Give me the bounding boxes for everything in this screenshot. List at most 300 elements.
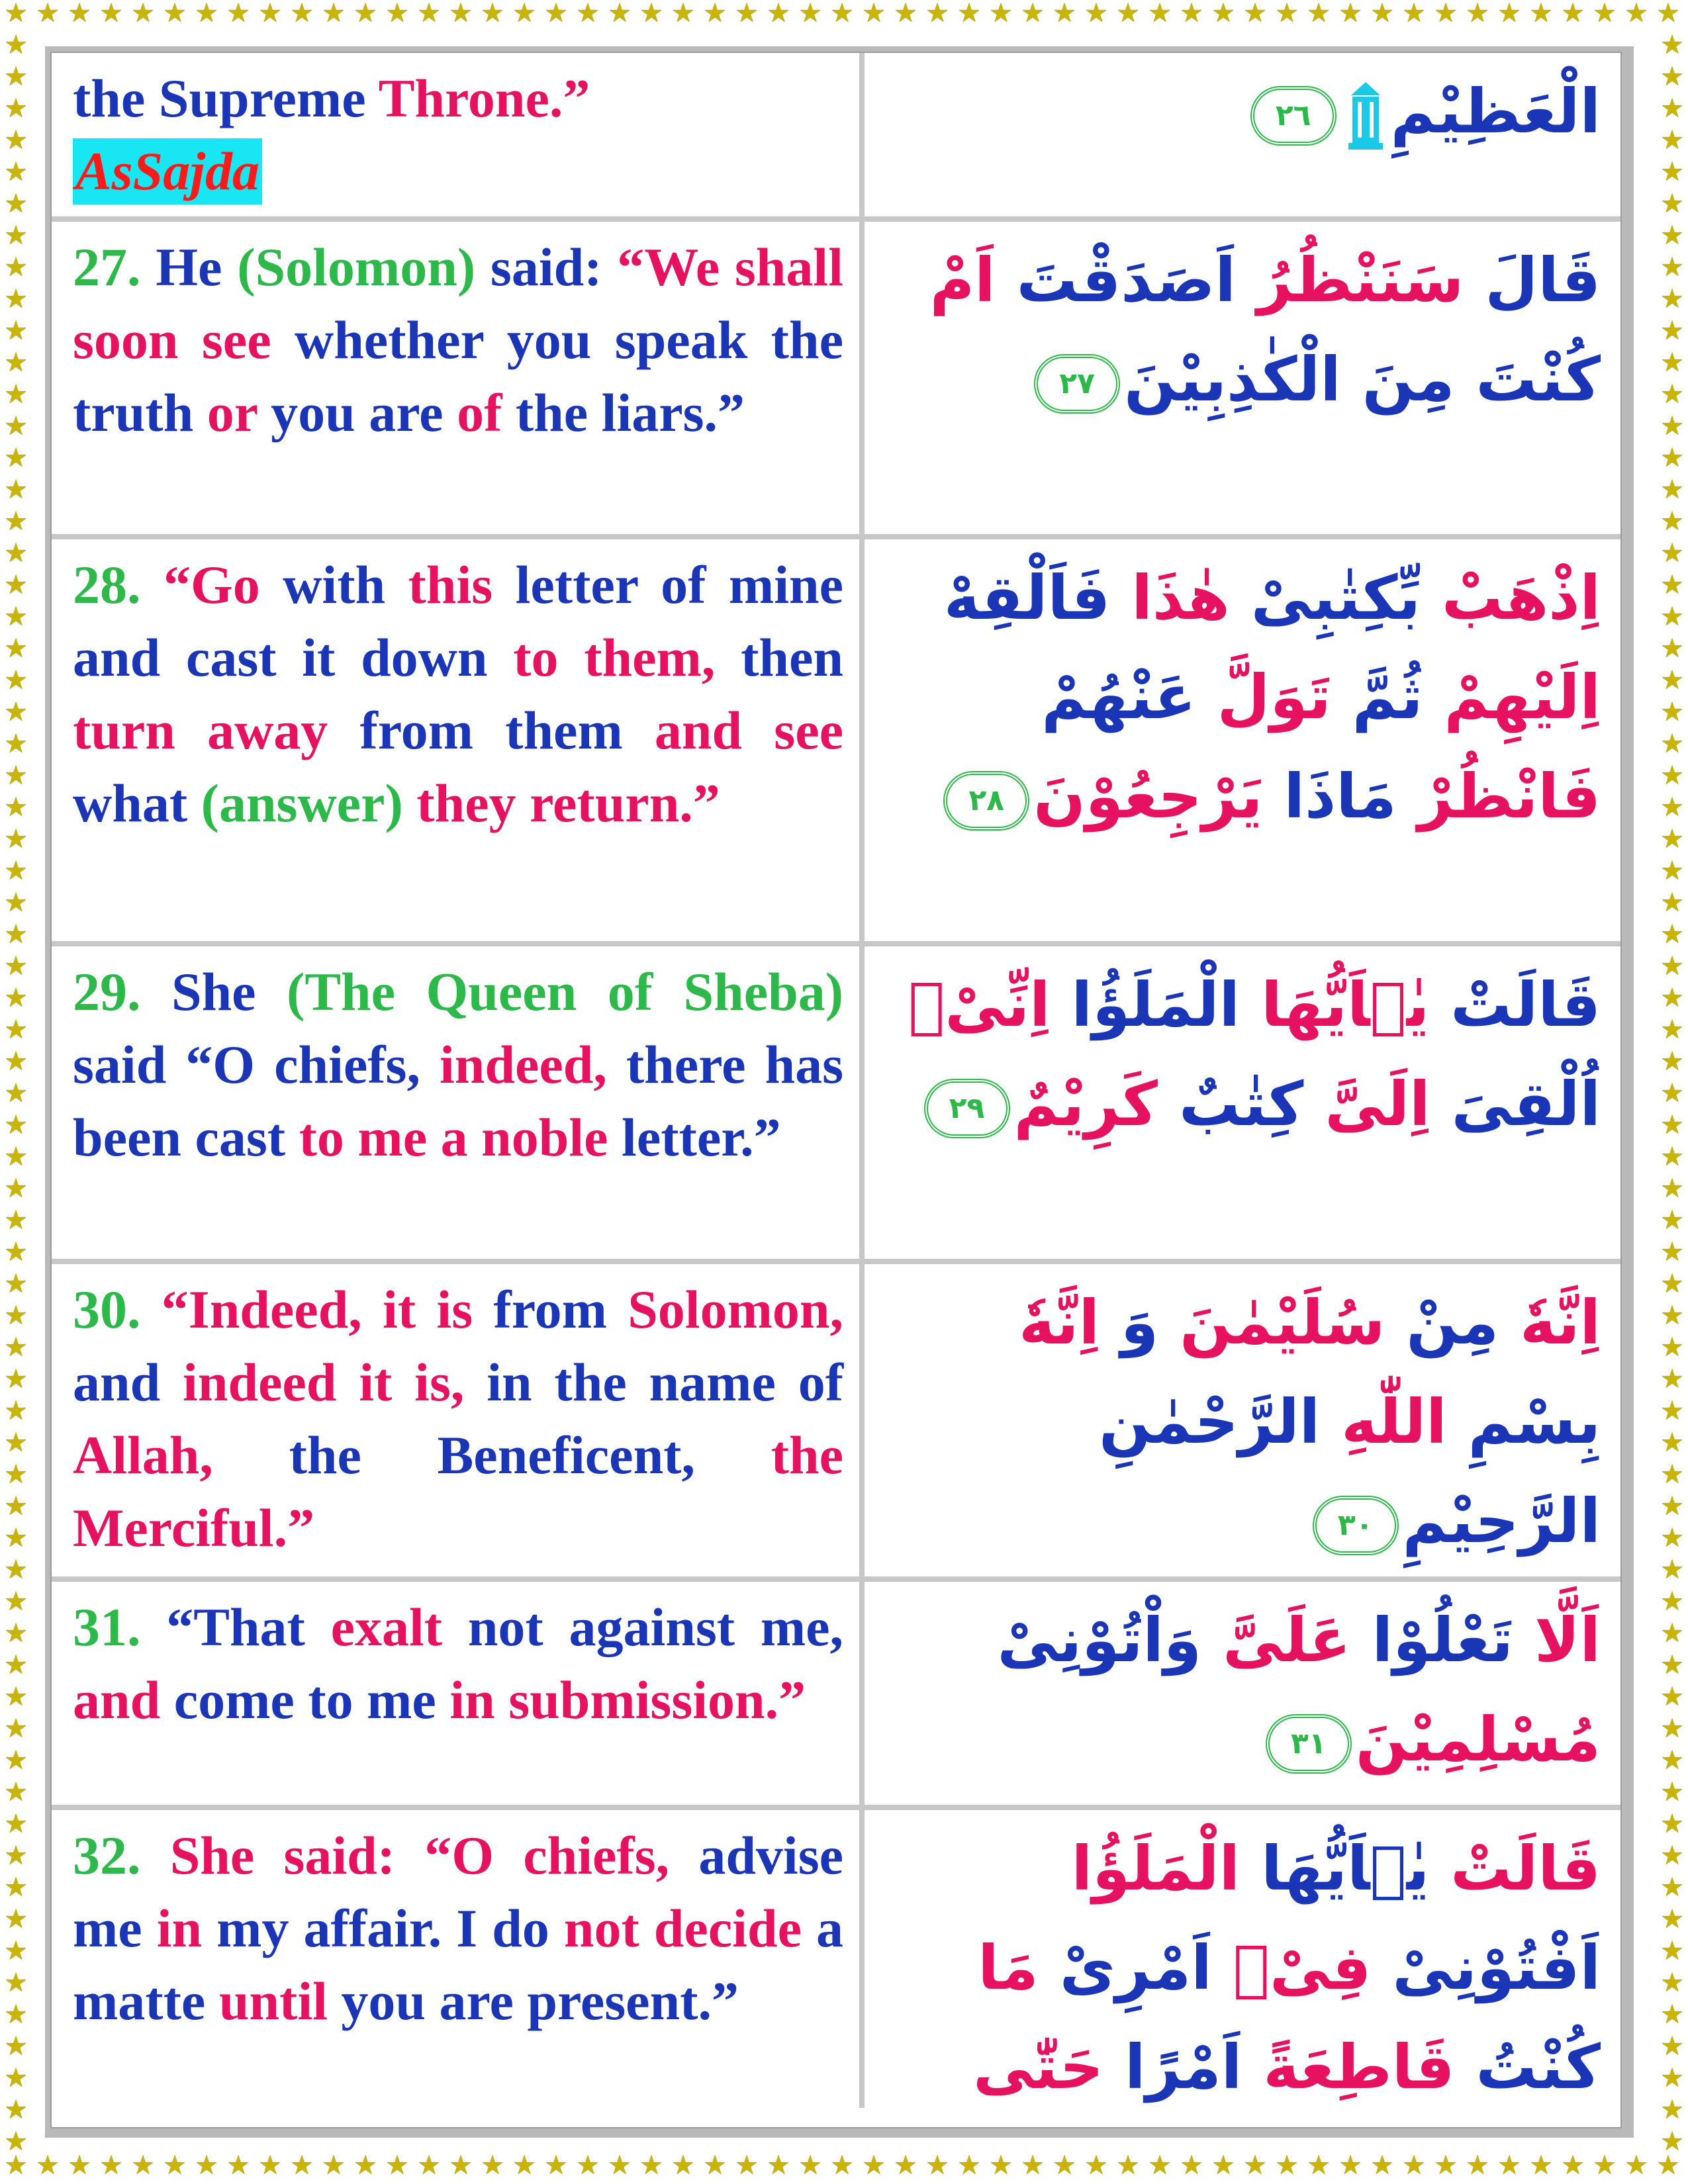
star-icon: ★ [798, 2152, 822, 2180]
verse-row [52, 1264, 1620, 1582]
star-icon: ★ [1660, 316, 1684, 345]
star-icon: ★ [353, 0, 377, 28]
star-icon: ★ [4, 1682, 28, 1711]
star-icon: ★ [4, 1555, 28, 1584]
star-icon: ★ [1660, 1142, 1684, 1171]
translation-text: indeed it is, [183, 1352, 487, 1412]
star-icon: ★ [4, 32, 28, 60]
translation-cell [52, 946, 865, 1259]
star-icon: ★ [1624, 2152, 1648, 2180]
star-icon: ★ [4, 506, 28, 536]
star-icon: ★ [1660, 729, 1684, 758]
star-icon: ★ [99, 2152, 123, 2180]
star-icon: ★ [1561, 0, 1585, 28]
star-icon: ★ [1660, 443, 1684, 473]
translation-text: 29. [73, 962, 171, 1022]
arabic-cell [865, 53, 1620, 216]
star-icon: ★ [1084, 2152, 1108, 2180]
star-icon: ★ [4, 1173, 28, 1203]
star-icon: ★ [290, 2152, 314, 2180]
star-icon: ★ [4, 189, 28, 218]
star-icon: ★ [1660, 284, 1684, 314]
arabic-text: مُسْلِمِيْنَ [1355, 1704, 1601, 1775]
arabic-text: يٰۤاَيُّهَا [1240, 1833, 1430, 1904]
star-border-left [0, 32, 32, 2152]
star-icon: ★ [449, 0, 473, 28]
arabic-text: الْعَظِيْمِ [1390, 76, 1601, 147]
star-icon: ★ [1660, 760, 1684, 790]
star-icon: ★ [131, 0, 155, 28]
translation-text: the liars.” [515, 383, 745, 443]
star-icon: ★ [322, 2152, 346, 2180]
star-icon: ★ [4, 760, 28, 790]
ayah-number-badge: ٢٧ [1034, 354, 1120, 414]
star-icon: ★ [1660, 1586, 1684, 1616]
arabic-text: اِذْهَبْ [1421, 563, 1601, 633]
star-icon: ★ [544, 2152, 568, 2180]
star-icon: ★ [1660, 379, 1684, 409]
star-icon: ★ [1660, 1682, 1684, 1711]
star-icon: ★ [1660, 1046, 1684, 1076]
star-icon: ★ [1307, 2152, 1331, 2180]
translation-text: 32. [73, 1825, 170, 1886]
star-icon: ★ [1402, 2152, 1426, 2180]
star-icon: ★ [4, 220, 28, 250]
star-icon: ★ [4, 93, 28, 123]
verse-table [50, 52, 1622, 2128]
translation-text: in submission.” [449, 1670, 806, 1730]
translation-text: of [457, 383, 516, 443]
star-icon: ★ [4, 1523, 28, 1553]
translation-text: this [408, 555, 516, 615]
star-icon: ★ [4, 1142, 28, 1171]
star-icon: ★ [4, 570, 28, 600]
ayah-number-badge: ٢٩ [924, 1079, 1010, 1138]
star-icon: ★ [385, 0, 409, 28]
star-icon: ★ [258, 2152, 282, 2180]
ayah-number-badge: ٢٦ [1250, 86, 1336, 146]
star-icon: ★ [1660, 633, 1684, 663]
translation-cell [52, 1264, 865, 1576]
star-icon: ★ [1529, 0, 1553, 28]
translation-text: until [218, 1971, 342, 2031]
verse-row [52, 1810, 1620, 2108]
star-icon: ★ [703, 2152, 727, 2180]
arabic-text: حَتّٰى [973, 2032, 1104, 2103]
star-icon: ★ [226, 2152, 250, 2180]
star-icon: ★ [1660, 411, 1684, 441]
star-icon: ★ [1466, 0, 1489, 28]
star-icon: ★ [4, 1015, 28, 1044]
verse-row [52, 539, 1620, 946]
star-icon: ★ [1660, 252, 1684, 282]
star-icon: ★ [4, 602, 28, 631]
translation-text: Throne.” [378, 68, 590, 128]
arabic-text: وَاْتُوْنِىْ [997, 1605, 1202, 1676]
star-icon: ★ [4, 1046, 28, 1076]
arabic-text: قَالَتْ [1429, 1833, 1601, 1904]
star-icon: ★ [1660, 570, 1684, 600]
star-icon: ★ [1116, 2152, 1140, 2180]
star-icon: ★ [4, 2095, 28, 2124]
star-icon: ★ [4, 633, 28, 663]
star-icon: ★ [4, 919, 28, 949]
translation-text: the Supreme [73, 68, 379, 128]
translation-text: the Beneficent, [289, 1425, 771, 1485]
star-icon: ★ [1660, 602, 1684, 631]
star-icon: ★ [4, 1872, 28, 1902]
star-icon: ★ [4, 2152, 28, 2180]
star-icon: ★ [1660, 2031, 1684, 2061]
star-icon: ★ [4, 411, 28, 441]
translation-text: (The Queen of Sheba) [287, 962, 844, 1022]
star-icon: ★ [1660, 32, 1684, 60]
star-icon: ★ [1211, 2152, 1235, 2180]
ayah-number-badge: ٢٨ [943, 771, 1029, 831]
star-icon: ★ [1660, 1872, 1684, 1902]
arabic-text: ثُمَّ [1331, 662, 1423, 733]
star-icon: ★ [1593, 2152, 1617, 2180]
star-icon: ★ [1656, 0, 1680, 28]
translation-text: from them [359, 700, 655, 760]
star-icon: ★ [4, 252, 28, 282]
star-icon: ★ [1116, 0, 1140, 28]
star-icon: ★ [4, 0, 28, 28]
star-icon: ★ [1660, 1173, 1684, 1203]
star-icon: ★ [1660, 93, 1684, 123]
star-icon: ★ [1660, 1555, 1684, 1584]
star-icon: ★ [1660, 665, 1684, 695]
star-icon: ★ [1660, 1015, 1684, 1044]
star-icon: ★ [1180, 0, 1203, 28]
star-icon: ★ [1660, 2126, 1684, 2152]
translation-text: said: [490, 237, 618, 297]
star-icon: ★ [1660, 951, 1684, 981]
star-icon: ★ [1660, 2095, 1684, 2124]
star-icon: ★ [4, 1205, 28, 1235]
star-icon: ★ [1660, 1205, 1684, 1235]
translation-text: not decide [563, 1898, 817, 1958]
star-icon: ★ [481, 2152, 504, 2180]
star-icon: ★ [4, 1364, 28, 1394]
star-icon: ★ [1434, 0, 1458, 28]
star-icon: ★ [4, 347, 28, 377]
translation-text: they return.” [416, 773, 720, 833]
star-icon: ★ [1660, 1428, 1684, 1457]
arabic-text: اَمْرًا [1103, 2032, 1243, 2103]
arabic-text: قَاطِعَةً [1242, 2032, 1455, 2103]
translation-text: the Merciful.” [73, 1425, 843, 1558]
star-icon: ★ [1211, 0, 1235, 28]
translation-text: you are [271, 383, 457, 443]
star-icon: ★ [1053, 0, 1076, 28]
translation-text: letter of mine and cast it down [73, 555, 843, 688]
star-icon: ★ [1561, 2152, 1585, 2180]
arabic-text: مِنْ [1385, 1287, 1499, 1358]
star-icon: ★ [353, 2152, 377, 2180]
star-icon: ★ [1660, 1650, 1684, 1680]
star-icon: ★ [703, 0, 727, 28]
star-icon: ★ [1660, 824, 1684, 854]
arabic-cell [865, 1582, 1620, 1805]
translation-cell [52, 1810, 865, 2108]
star-icon: ★ [1660, 1999, 1684, 2029]
translation-text: Solomon, [628, 1279, 843, 1340]
star-icon: ★ [258, 0, 282, 28]
sajda-label: AsSajda [73, 138, 262, 205]
arabic-text: يٰۤاَيُّهَا [1240, 970, 1430, 1040]
translation-text: come to me [173, 1670, 450, 1730]
arabic-text: اللّٰهِ [1320, 1387, 1447, 1457]
star-icon: ★ [4, 379, 28, 409]
star-icon: ★ [1053, 2152, 1076, 2180]
star-icon: ★ [1275, 2152, 1299, 2180]
star-icon: ★ [4, 1745, 28, 1775]
page-frame [45, 46, 1634, 2138]
ayah-number-badge: ٣١ [1266, 1714, 1352, 1774]
star-icon: ★ [1660, 1332, 1684, 1362]
star-icon: ★ [639, 0, 663, 28]
star-icon: ★ [1434, 2152, 1458, 2180]
translation-text: to them, [513, 627, 741, 688]
star-icon: ★ [4, 1809, 28, 1839]
arabic-text: بِّكِتٰبِىْ [1229, 563, 1421, 633]
arabic-text: تَوَلَّ [1196, 662, 1331, 733]
star-border-right [1656, 32, 1688, 2152]
star-icon: ★ [1660, 1396, 1684, 1426]
star-icon: ★ [131, 2152, 155, 2180]
translation-text: with [283, 555, 408, 615]
star-icon: ★ [1660, 1523, 1684, 1553]
star-icon: ★ [1660, 1269, 1684, 1298]
star-icon: ★ [830, 0, 854, 28]
arabic-cell [865, 946, 1620, 1259]
translation-text: said “O chiefs, [73, 1034, 440, 1095]
translation-text: advise me [73, 1825, 844, 1958]
arabic-text: قَالَ [1464, 245, 1601, 316]
arabic-text: فِىْۤ [1211, 1933, 1372, 2003]
star-icon: ★ [1529, 2152, 1553, 2180]
arabic-text: كُنْتُ [1454, 2032, 1601, 2103]
star-icon: ★ [1660, 1904, 1684, 1934]
star-icon: ★ [1021, 2152, 1045, 2180]
star-icon: ★ [1660, 1459, 1684, 1489]
translation-text: 28. [73, 555, 164, 615]
verse-row [52, 946, 1620, 1264]
star-icon: ★ [4, 1237, 28, 1267]
arabic-text: قَالَتْ [1429, 970, 1601, 1040]
star-icon: ★ [4, 1300, 28, 1330]
translation-text: 27. [73, 237, 156, 297]
star-icon: ★ [4, 983, 28, 1013]
star-icon: ★ [957, 0, 981, 28]
star-icon: ★ [1624, 0, 1648, 28]
arabic-text: عَلَىَّ [1201, 1605, 1351, 1676]
star-icon: ★ [1660, 1841, 1684, 1870]
star-icon: ★ [1660, 1777, 1684, 1807]
star-icon: ★ [163, 2152, 187, 2180]
star-icon: ★ [417, 2152, 441, 2180]
star-icon: ★ [1370, 0, 1394, 28]
star-icon: ★ [4, 1999, 28, 2029]
star-icon: ★ [894, 0, 917, 28]
translation-text: in [156, 1898, 217, 1958]
star-icon: ★ [1243, 0, 1267, 28]
arabic-text: اِلَيْهِمْ [1423, 662, 1601, 733]
translation-text: you are present.” [341, 1971, 739, 2031]
star-icon: ★ [4, 2063, 28, 2093]
arabic-text: بِسْمِ [1446, 1387, 1601, 1457]
verse-row [52, 222, 1620, 539]
star-icon: ★ [1660, 1364, 1684, 1394]
star-icon: ★ [4, 824, 28, 854]
translation-text: 31. [73, 1597, 167, 1657]
translation-text: what [73, 773, 201, 833]
translation-text: (answer) [201, 773, 417, 833]
star-icon: ★ [4, 1110, 28, 1140]
arabic-cell [865, 222, 1620, 534]
translation-text: from [493, 1279, 628, 1340]
star-icon: ★ [36, 0, 60, 28]
star-icon: ★ [1660, 347, 1684, 377]
star-icon: ★ [1660, 506, 1684, 536]
star-icon: ★ [1275, 0, 1299, 28]
star-icon: ★ [4, 1650, 28, 1680]
arabic-text: اِنِّىْۤ [908, 970, 1051, 1040]
arabic-text: يَرْجِعُوْنَ [1033, 761, 1263, 832]
arabic-text: الْمَلَؤُا [1071, 1833, 1241, 1904]
translation-text: letter.” [622, 1107, 781, 1167]
star-icon: ★ [862, 0, 886, 28]
star-icon: ★ [1660, 1110, 1684, 1140]
star-icon: ★ [1660, 1968, 1684, 1997]
star-icon: ★ [4, 538, 28, 568]
star-icon: ★ [1497, 0, 1521, 28]
translation-cell [52, 539, 865, 941]
star-icon: ★ [1660, 1745, 1684, 1775]
star-icon: ★ [322, 0, 346, 28]
arabic-cell [865, 1810, 1620, 2108]
translation-text: “That [166, 1597, 331, 1657]
star-icon: ★ [99, 0, 123, 28]
star-icon: ★ [449, 2152, 473, 2180]
star-icon: ★ [894, 2152, 917, 2180]
star-icon: ★ [767, 2152, 790, 2180]
star-icon: ★ [4, 1904, 28, 1934]
translation-text: or [207, 383, 271, 443]
star-icon: ★ [1660, 1809, 1684, 1839]
star-icon: ★ [1660, 1491, 1684, 1521]
translation-text: He [156, 237, 238, 297]
star-icon: ★ [1402, 0, 1426, 28]
star-icon: ★ [4, 697, 28, 727]
arabic-cell [865, 1264, 1620, 1576]
arabic-text: وَ [1100, 1287, 1159, 1358]
arabic-text: اَلَّا [1513, 1605, 1601, 1676]
star-icon: ★ [1660, 697, 1684, 727]
translation-text: and see [654, 700, 843, 760]
translation-text: She [171, 962, 287, 1022]
arabic-text: فَانْظُرْ [1396, 761, 1601, 832]
star-icon: ★ [4, 443, 28, 473]
translation-text: She said: “O chiefs, [169, 1825, 699, 1886]
star-icon: ★ [4, 1936, 28, 1966]
star-icon: ★ [1660, 1237, 1684, 1267]
star-icon: ★ [1660, 1936, 1684, 1966]
translation-text: “Indeed, it is [161, 1279, 494, 1340]
translation-text: a matte [73, 1898, 844, 2031]
star-icon: ★ [1021, 0, 1045, 28]
star-icon: ★ [163, 0, 187, 28]
star-icon: ★ [195, 2152, 218, 2180]
arabic-text: اِنَّهٗ [1499, 1287, 1601, 1358]
star-icon: ★ [1307, 0, 1331, 28]
translation-text: then [741, 627, 843, 688]
star-icon: ★ [4, 665, 28, 695]
star-icon: ★ [671, 2152, 695, 2180]
star-icon: ★ [4, 475, 28, 504]
star-icon: ★ [4, 1078, 28, 1108]
star-icon: ★ [1660, 475, 1684, 504]
verse-row [52, 1582, 1620, 1810]
star-icon: ★ [1660, 2063, 1684, 2093]
arabic-text: اَمْ [929, 245, 996, 316]
star-icon: ★ [1660, 125, 1684, 155]
arabic-text: فَاَلْقِهْ [943, 563, 1111, 633]
star-icon: ★ [4, 284, 28, 314]
translation-text: indeed, [439, 1034, 626, 1095]
star-icon: ★ [512, 2152, 536, 2180]
arabic-text: عَنْهُمْ [1041, 662, 1196, 733]
arabic-text: اُلْقِىَ [1430, 1069, 1601, 1140]
star-icon: ★ [639, 2152, 663, 2180]
arabic-text: تَعْلُوْا [1350, 1605, 1513, 1676]
star-icon: ★ [4, 1777, 28, 1807]
arabic-cell [865, 539, 1620, 941]
star-icon: ★ [1243, 2152, 1267, 2180]
star-icon: ★ [4, 951, 28, 981]
star-icon: ★ [1660, 856, 1684, 886]
star-icon: ★ [4, 125, 28, 155]
star-icon: ★ [1660, 1078, 1684, 1108]
star-border-bottom [0, 2152, 1688, 2184]
translation-text: (Solomon) [237, 237, 491, 297]
arabic-text: الرَّحْمٰنِ الرَّحِيْمِ [1099, 1387, 1601, 1557]
star-icon: ★ [1660, 1713, 1684, 1743]
translation-cell [52, 222, 865, 534]
star-icon: ★ [1660, 157, 1684, 187]
star-icon: ★ [1084, 0, 1108, 28]
star-icon: ★ [1180, 2152, 1203, 2180]
star-icon: ★ [68, 2152, 91, 2180]
translation-text: and [73, 1352, 183, 1412]
star-icon: ★ [4, 1459, 28, 1489]
star-icon: ★ [671, 0, 695, 28]
star-icon: ★ [925, 0, 949, 28]
arabic-text: اَصَدَقْتَ [995, 245, 1236, 316]
star-icon: ★ [4, 2031, 28, 2061]
star-icon: ★ [1660, 919, 1684, 949]
translation-text: whether you speak the truth [73, 310, 843, 443]
star-icon: ★ [385, 2152, 409, 2180]
arabic-text: الْمَلَؤُا [1050, 970, 1241, 1040]
star-icon: ★ [576, 2152, 600, 2180]
translation-text: exalt [330, 1597, 468, 1657]
star-icon: ★ [767, 0, 790, 28]
star-icon: ★ [4, 157, 28, 187]
star-icon: ★ [417, 0, 441, 28]
star-icon: ★ [1497, 2152, 1521, 2180]
